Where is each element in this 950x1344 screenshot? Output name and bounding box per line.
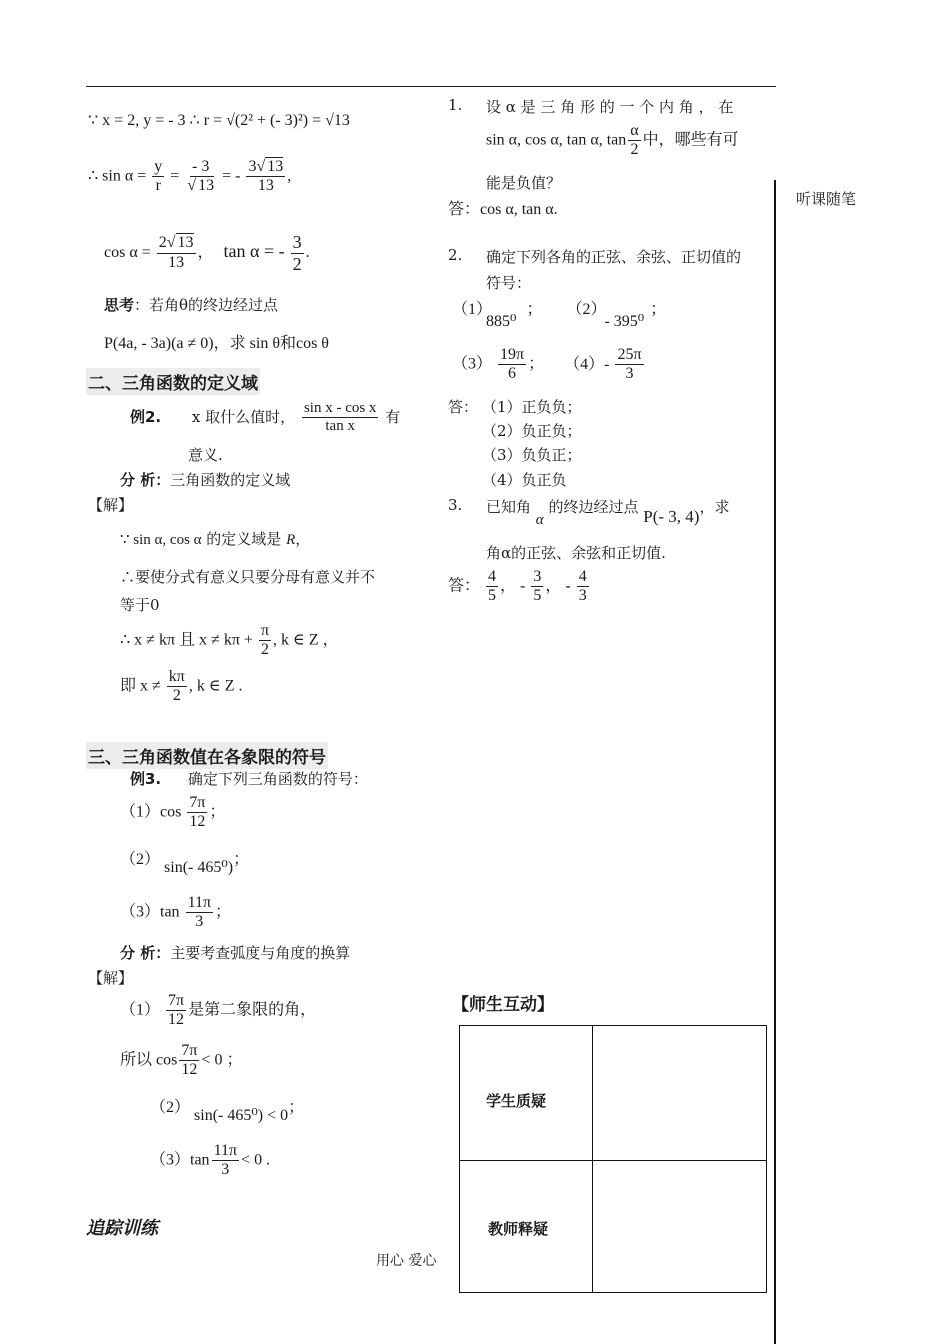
q3-num: 3. <box>448 496 463 514</box>
table-row-teacher: 教师释疑 <box>488 1220 549 1238</box>
ex3-item-2-label: （2） <box>120 851 161 868</box>
interaction-title: 【师生互动】 <box>452 995 554 1015</box>
q1-text3: 中，哪些有可 <box>642 129 739 149</box>
q2-row1: （1） 885⁰； （2） - 395⁰； <box>452 301 667 330</box>
q3-line1: 已知角 α 的终边经过点 P(- 3, 4)，求 <box>486 498 730 528</box>
ex3-item-3-label: （3）tan <box>120 903 180 921</box>
q1-text2: sin α, cos α, tan α, tan $\frac{\alpha}{2}$ 中，哪些有可 <box>486 122 739 159</box>
table-row-student: 学生质疑 <box>486 1092 547 1110</box>
example-2-text: x 取什么值时， <box>191 407 296 426</box>
analysis-text-3: 主要考查弧度与角度的换算 <box>170 944 351 962</box>
table-column-divider <box>592 1026 593 1292</box>
analysis-label: 分 析： <box>120 471 171 489</box>
solution-label: 【解】 <box>88 496 134 514</box>
interaction-table <box>459 1025 767 1293</box>
q2-answer-3: （3）负负正； <box>482 446 582 464</box>
q2-a-value: 885⁰ <box>486 313 517 330</box>
example-3-label: 例3. <box>130 770 162 788</box>
ex3-item-2-expr: sin(- 465⁰) <box>164 859 234 876</box>
ex3-item-1: （1）cos $\frac{7\pi}{12}$ ； <box>120 794 226 831</box>
sol2-domain-r: R <box>286 532 296 548</box>
sol2-domain-text: 的定义域是 <box>206 530 282 548</box>
ex3-item-1-label: （1）cos <box>120 803 182 821</box>
q3-text2: 的终边经过点 <box>548 498 639 516</box>
q2-a-label: （1） <box>452 301 493 318</box>
step-cos-tan: cos α = $\frac{2√ 13}{13}$ ， tan α = - $\frac{3}{2}$ . <box>104 232 310 274</box>
sol3-line1: （1） $\frac{7\pi}{12}$ 是第二象限的角， <box>120 992 317 1029</box>
sol3-1-label: （1） <box>120 1001 161 1019</box>
sol3-2-text: < 0 ； <box>201 1051 243 1069</box>
q2-d-label: （4）- <box>564 355 610 373</box>
example-2-analysis <box>120 469 290 490</box>
sol3-4-label: （3）tan <box>150 1151 210 1169</box>
think-ask: ，求 <box>213 335 246 352</box>
step-radius: ∵ x = 2, y = - 3 ∴ r = √(2² + (- 3)²) = √13 <box>88 112 350 129</box>
sol2-line5: 即 x ≠ $\frac{k\pi}{2}$ , k ∈ Z . <box>120 668 243 705</box>
margin-rule <box>774 180 776 1344</box>
q3-point: P(- 3, 4) <box>643 507 700 526</box>
q2-answer-4: （4）负正负 <box>482 471 567 489</box>
sol2-line4: ∴ x ≠ kπ 且 x ≠ kπ + $\frac{\pi}{2}$ , k ∈ Z ， <box>120 622 339 659</box>
example-2-text2: 有 <box>385 407 401 426</box>
section-2-heading: 二、三角函数的定义域 <box>86 368 260 395</box>
q3-text1: 已知角 <box>486 498 532 516</box>
q3-answer-label: 答： <box>448 575 481 595</box>
q2-answer-label: 答： <box>448 398 479 416</box>
q2-text2: 符号： <box>486 274 532 292</box>
sol3-4-text: < 0 . <box>241 1151 271 1169</box>
sol2-line1: ∵ sin α, cos α 的定义域是 R， <box>120 530 311 548</box>
q2-c-label: （3） <box>452 355 493 373</box>
sol3-1-text: 是第二象限的角， <box>188 1001 317 1019</box>
sol2-cond: ∴ x ≠ kπ 且 x ≠ kπ + <box>120 631 253 649</box>
think-point: P(4a, - 3a)(a ≠ 0) <box>104 335 214 352</box>
q1-text1: 设 α 是 三 角 形 的 一 个 内 角 ， 在 <box>486 98 734 116</box>
analysis-label-3: 分 析： <box>120 944 171 962</box>
sol3-3-expr: sin(- 465⁰) < 0 <box>194 1107 289 1124</box>
ex3-item-3: （3）tan $\frac{11\pi}{3}$ ； <box>120 894 232 931</box>
sol2-line3: 等于0 <box>120 596 160 614</box>
q2-answer-2: （2）负正负； <box>482 422 582 440</box>
side-note: 听课随笔 <box>796 190 857 208</box>
q1-num: 1. <box>448 96 463 114</box>
sol3-line2: 所以 cos $\frac{7\pi}{12}$ < 0 ； <box>120 1042 243 1079</box>
sol3-line4: （3）tan $\frac{11\pi}{3}$ < 0 . <box>150 1142 271 1179</box>
solution-label-3: 【解】 <box>88 969 134 987</box>
think-funcs: sin θ和cos θ <box>249 335 329 352</box>
sol2-cond-tail: , k ∈ Z ， <box>273 631 339 649</box>
sol2-result: 即 x ≠ <box>120 677 161 695</box>
section-3-heading: 三、三角函数值在各象限的符号 <box>86 742 328 769</box>
think-label: 思考 <box>104 296 135 314</box>
analysis-text: 三角函数的定义域 <box>170 471 291 489</box>
sin-label: ∴ sin α = <box>88 167 147 185</box>
q2-b-value: - 395⁰ <box>604 313 645 330</box>
cos-label: cos α = <box>104 243 151 261</box>
q2-answer-1: （1）正负负； <box>482 398 582 416</box>
table-row-divider <box>460 1160 766 1161</box>
sol2-funcs: ∵ sin α, cos α <box>120 532 202 548</box>
sol3-line3: （2） sin(- 465⁰) < 0； <box>150 1099 305 1124</box>
footer-text: 用心 爱心 <box>376 1253 437 1269</box>
sol2-line2: ∴要使分式有意义只要分母有意义并不 <box>120 568 376 586</box>
header-rule <box>86 86 776 87</box>
think-line <box>104 294 278 315</box>
q3-answer: 答： $\frac{4}{5}$ ， - $\frac{3}{5}$ ， - $\frac{4}{3}$ <box>448 568 587 605</box>
example-3-analysis <box>120 942 350 963</box>
example-3 <box>130 768 368 789</box>
q1-answer: 答：cos α, tan α. <box>448 201 558 218</box>
example-2: 例2. x 取什么值时， $\frac{\text{sin x - cos x}}{\text{tan x}}$ 有 <box>130 400 401 435</box>
q2-b-label: （2） <box>566 301 607 318</box>
q2-num: 2. <box>448 246 463 264</box>
think-text: ：若角θ的终边经过点 <box>134 296 279 314</box>
q1-text4: 能是负值？ <box>486 174 562 192</box>
example-2-text3: 意义. <box>188 446 223 464</box>
sol2-result-tail: , k ∈ Z . <box>188 677 243 695</box>
q3-text4: 角α的正弦、余弦和正切值. <box>486 544 666 562</box>
step-sin: ∴ sin α = $\frac{y}{r}$ = $\frac{- 3}{√ 13}$ = - $\frac{3√ 13}{13}$ , <box>88 158 292 195</box>
example-2-label: 例2. <box>130 407 162 426</box>
sol3-3-label: （2） <box>150 1099 191 1116</box>
sol3-2-label: 所以 cos <box>120 1051 178 1069</box>
example-3-text: 确定下列三角函数的符号： <box>187 770 368 788</box>
q1-funcs: sin α, cos α, tan α, tan <box>486 131 627 149</box>
ex3-item-2: （2） sin(- 465⁰)； <box>120 851 250 876</box>
q2-row2: （3） $\frac{19\pi}{6}$ ； （4）- $\frac{25\pi}{3}$ <box>452 346 642 383</box>
think-line2 <box>104 330 329 353</box>
q3-text3: ，求 <box>699 498 730 516</box>
q2-text1: 确定下列各角的正弦、余弦、正切值的 <box>486 248 742 266</box>
tan-label: tan α = - <box>223 240 285 261</box>
tracking-heading: 追踪训练 <box>86 1218 158 1239</box>
